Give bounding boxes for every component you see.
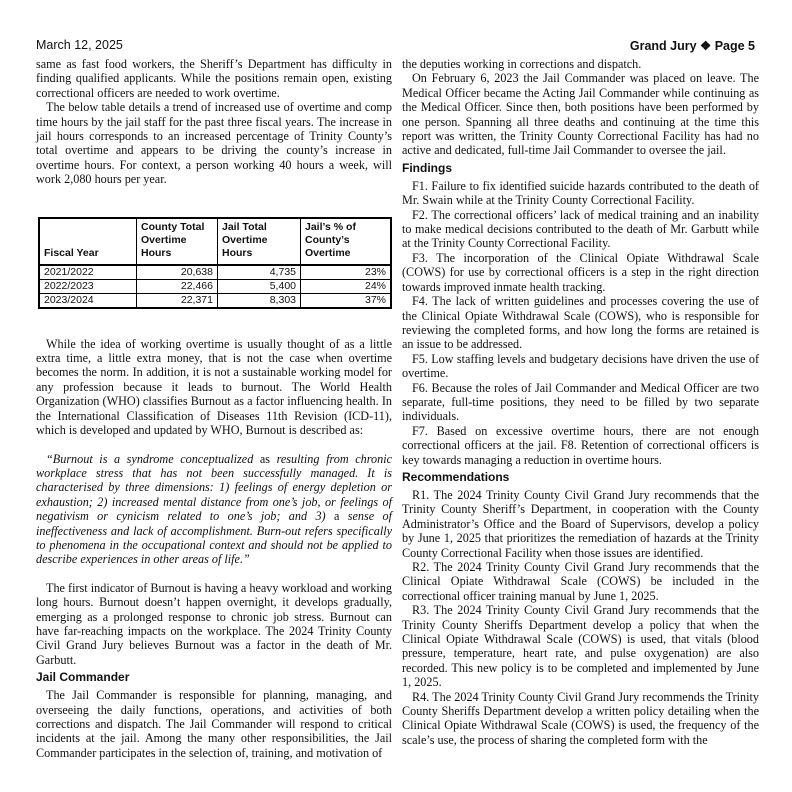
finding-item: F6. Because the roles of Jail Commander and Medical Officer are two separate, full-time positions, they need to be filled by two separate individuals. <box>402 380 759 424</box>
table-header-cell: Jail’s % of County’s Overtime <box>301 218 392 265</box>
section-heading-jail-commander: Jail Commander <box>36 670 130 685</box>
table-header-cell: Jail Total Overtime Hours <box>218 218 301 265</box>
table-header-cell: Fiscal Year <box>39 218 137 265</box>
table-cell: 37% <box>301 293 392 308</box>
recommendation-item: R2. The 2024 Trinity County Civil Grand Jury recommends that the Clinical Opiate Withdrawal Scale (COWS) be included in the correctional officer training manual by June 1, 2025. <box>402 560 759 603</box>
finding-item: F3. The incorporation of the Clinical Opiate Withdrawal Scale (COWS) for use by correctional officers is a step in the right direction towards improved inmate health tracking. <box>402 250 759 294</box>
quote-text: as <box>259 451 271 466</box>
section-heading-recommendations: Recommendations <box>402 469 510 484</box>
table-cell: 8,303 <box>218 293 301 308</box>
overtime-table <box>38 217 392 309</box>
table-cell: 22,466 <box>137 279 218 293</box>
finding-item: F4. The lack of written guidelines and processes covering the use of the Clinical Opiate Withdrawal Scale (COWS), who is responsible for reviewing the completed forms, and how long the forms are retained is an issue to be addressed. <box>402 294 759 352</box>
left-column <box>36 57 392 760</box>
table-cell: 24% <box>301 279 392 293</box>
table-cell: 2021/2022 <box>39 265 137 280</box>
right-column <box>402 57 759 747</box>
section-heading-findings: Findings <box>402 160 452 175</box>
header-page-label: Grand Jury ❖ Page 5 <box>629 39 755 53</box>
paragraph: The below table details a trend of increased use of overtime and comp time hours by the jail staff for the past three fiscal years. The increase in jail hours corresponds to an increased percentage of Trinity County’s total overtime and appears to be driving the county’s increase in overtime hours. For context, a person working 40 hours a week, will work 2,080 hours per year. <box>36 100 392 187</box>
paragraph: On February 6, 2023 the Jail Commander was placed on leave. The Medical Officer became the Acting Jail Commander while continuing as the Medical Officer. Since then, both positions have been performed by one person. Spanning all three deaths and continuing at the time this report was written, the Trinity County Correctional Facility has had no active and dedicated, full-time Jail Commander to oversee the jail. <box>402 71 759 158</box>
finding-item: F5. Low staffing levels and budgetary decisions have driven the use of overtime. <box>402 351 759 381</box>
finding-item: F2. The correctional officers’ lack of medical training and an inability to make medical decisions contributed to the death of Mr. Garbutt while at the Trinity County Correctional Facility. <box>402 207 759 251</box>
table-row <box>39 265 391 280</box>
paragraph: The Jail Commander is responsible for planning, managing, and overseeing the daily functions, operations, and activities of both corrections and dispatch. The Jail Commander will respond to critical incidents at the jail. Among the many other responsibilities, the Jail Commander participates in the selection of, training, and motivation of <box>36 688 392 760</box>
table-cell: 5,400 <box>218 279 301 293</box>
paragraph: While the idea of working overtime is usually thought of as a little extra time, a little extra money, that is not the case when overtime becomes the norm. In addition, it is not a sustainable working model for any profession because it leads to burnout. The World Health Organization (WHO) classifies Burnout as a factor influencing health. In the International Classification of Diseases 11th Revision (ICD-11), which is developed and updated by WHO, Burnout is described as: <box>36 336 392 438</box>
burnout-quote <box>36 452 392 567</box>
paragraph: same as fast food workers, the Sheriff’s Department has difficulty in finding qualified applicants. While the positions remain open, existing correctional officers are needed to work overtime. <box>36 57 392 100</box>
quote-text: sense of ineffectiveness and lack of accomplishment. Burn-out refers specifically to phenomena in the occupational context and should not be applied to describe experiences in other areas of life.” <box>36 509 392 567</box>
table-cell: 22,371 <box>137 293 218 308</box>
finding-item: F1. Failure to fix identified suicide hazards contributed to the death of Mr. Swain while at the Trinity County Correctional Facility. <box>402 178 759 208</box>
paragraph: The first indicator of Burnout is having a heavy workload and working long hours. Burnout doesn’t happen overnight, it develops gradually, emerging as a prolonged response to chronic job stress. Burnout can have far-reaching impacts on the workplace. The 2024 Trinity County Civil Grand Jury believes Burnout was a factor in the death of Mr. Garbutt. <box>36 580 392 667</box>
table-cell: 2022/2023 <box>39 279 137 293</box>
table-cell: 23% <box>301 265 392 280</box>
quote-text: “Burnout is a syndrome conceptualized <box>46 451 260 466</box>
table-cell: 20,638 <box>137 265 218 280</box>
recommendation-item: R4. The 2024 Trinity County Civil Grand Jury recommends the Trinity County Sheriffs Department develop a written policy detailing when the Clinical Opiate Withdrawal Scale (COWS) is used, the frequency of the scale’s use, the process of sharing the completed form with the <box>402 689 759 747</box>
quote-text: a <box>333 509 340 524</box>
table-row <box>39 279 391 293</box>
table-row <box>39 293 391 308</box>
finding-item: F7. Based on excessive overtime hours, there are not enough correctional officers at the jail. F8. Retention of correctional officers is key towards managing a reduction in overtime hours. <box>402 423 759 467</box>
table-cell: 2023/2024 <box>39 293 137 308</box>
table-cell: 4,735 <box>218 265 301 280</box>
paragraph: the deputies working in corrections and dispatch. <box>402 57 642 71</box>
header-date: March 12, 2025 <box>36 38 123 52</box>
quote-text: resulting from chronic workplace stress that has not been successfully managed. It is characterised by three dimensions: 1) feelings of energy depletion or exhaustion; 2) increased mental distance from one’s job, or feelings of negativism or cynicism related to one’s job; and 3) <box>36 451 392 524</box>
recommendation-item: R1. The 2024 Trinity County Civil Grand Jury recommends that the Trinity County Sheriff’s Department, in cooperation with the County Administrator’s Office and the Board of Supervisors, develop a policy by June 1, 2025 that prioritizes the remediation of hazards at the Trinity County Correctional Facility when those issues are identified. <box>402 487 759 560</box>
table-header-cell: County Total Overtime Hours <box>137 218 218 265</box>
recommendation-item: R3. The 2024 Trinity County Civil Grand Jury recommends that the Trinity County Sheriffs Department develop a policy that when the Clinical Opiate Withdrawal Scale (COWS) is used, that vitals (blood pressure, temperature, heart rate, and pulse oxygenation) are also recorded. This new policy is to be completed and implemented by June 1, 2025. <box>402 603 759 690</box>
